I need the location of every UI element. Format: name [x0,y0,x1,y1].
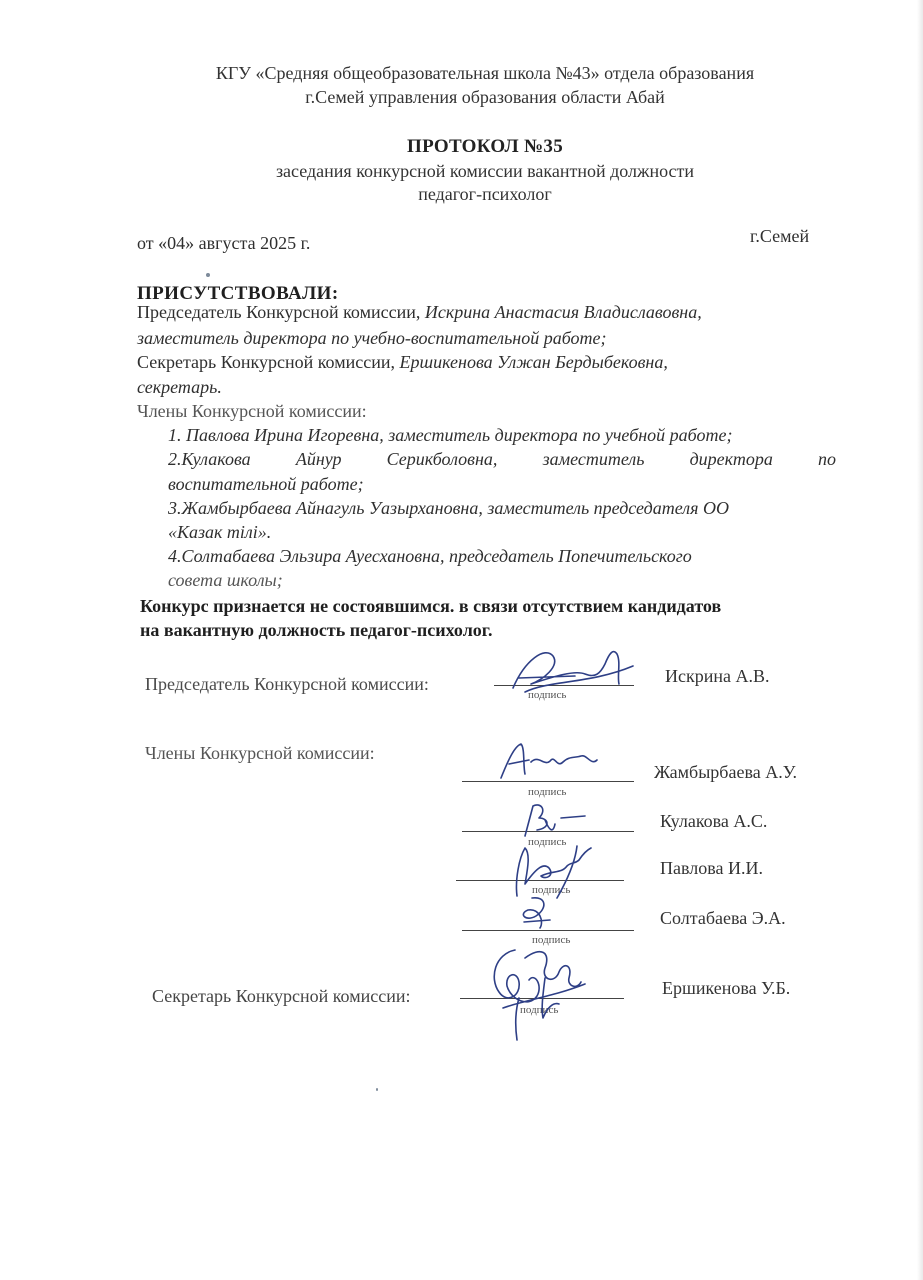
page-edge-shadow [917,0,923,1280]
org-header-line-2: г.Семей управления образования области Абай [305,87,665,107]
secretary-sign-label: Секретарь Конкурсной комиссии: [152,986,411,1006]
chair-line [137,302,702,323]
secretary-line [137,352,668,373]
member-signature-caption-1: подпись [528,786,567,798]
chair-position: заместитель директора по учебно-воспитательной работе; [137,328,607,348]
member-3-line-1: 3.Жамбырбаева Айнагуль Уазырхановна, заместитель председателя ОО [168,498,729,518]
member-signature-1 [495,738,605,782]
chair-name: Искрина Анастасия Владиславовна, [424,302,702,322]
member-signature-4 [510,892,570,932]
member-2-line-1 [168,449,836,470]
member-name-2: Кулакова А.С. [660,811,768,831]
protocol-subtitle-1: заседания конкурсной комиссии вакантной должности [275,161,695,181]
member-signature-2 [515,800,595,840]
protocol-city: г.Семей [750,226,810,246]
chair-signature-caption: подпись [528,689,567,701]
member-2-word: заместитель [542,449,645,469]
decision-line-2: на вакантную должность педагог-психолог. [140,620,493,640]
present-heading: ПРИСУТСТВОВАЛИ: [137,283,339,304]
protocol-date: от «04» августа 2025 г. [137,233,311,253]
secretary-name: Ершикенова Улжан Бердыбековна, [399,352,668,372]
secretary-signature-caption: подпись [520,1004,559,1016]
member-4-line-1: 4.Солтабаева Эльзира Ауесхановна, председатель Попечительского [168,546,692,566]
secretary-name-signed: Ершикенова У.Б. [662,978,791,998]
secretary-role: Секретарь Конкурсной комиссии, [137,352,395,372]
protocol-title: ПРОТОКОЛ №35 [407,136,563,157]
member-signature-3 [505,840,605,900]
scan-speck [376,1088,378,1091]
member-name-3: Павлова И.И. [660,858,763,878]
member-name-1: Жамбырбаева А.У. [654,762,798,782]
member-2-word: Айнур [295,449,342,469]
secretary-signature [485,938,595,1042]
org-header-line-1: КГУ «Средняя общеобразовательная школа №43» отдела образования [215,63,755,83]
member-2-word: по [817,449,836,469]
member-signature-caption-3: подпись [532,884,571,896]
chair-signer-name: Искрина А.В. [665,666,770,686]
member-signature-caption-2: подпись [528,836,567,848]
member-2-word: директора [689,449,773,469]
chair-signature [505,640,640,700]
member-2-line-2: воспитательной работе; [168,474,364,494]
chair-sign-label: Председатель Конкурсной комиссии: [145,674,429,694]
member-4-line-2: совета школы; [168,570,283,590]
members-sign-label: Члены Конкурсной комиссии: [145,743,375,763]
secretary-position: секретарь. [137,377,222,397]
member-1: 1. Павлова Ирина Игоревна, заместитель директора по учебной работе; [168,425,733,445]
member-name-4: Солтабаева Э.А. [660,908,786,928]
decision-line-1: Конкурс признается не состоявшимся. в связи отсутствием кандидатов [140,596,722,616]
scan-speck [206,273,210,277]
member-2-word: 2.Кулакова [168,449,251,469]
chair-role: Председатель Конкурсной комиссии, [137,302,421,322]
member-3-line-2: «Казак тілі». [168,522,272,542]
member-signature-caption-4: подпись [532,934,571,946]
protocol-subtitle-2: педагог-психолог [418,184,552,204]
member-2-word: Серикболовна, [386,449,498,469]
members-label: Члены Конкурсной комиссии: [137,401,367,421]
